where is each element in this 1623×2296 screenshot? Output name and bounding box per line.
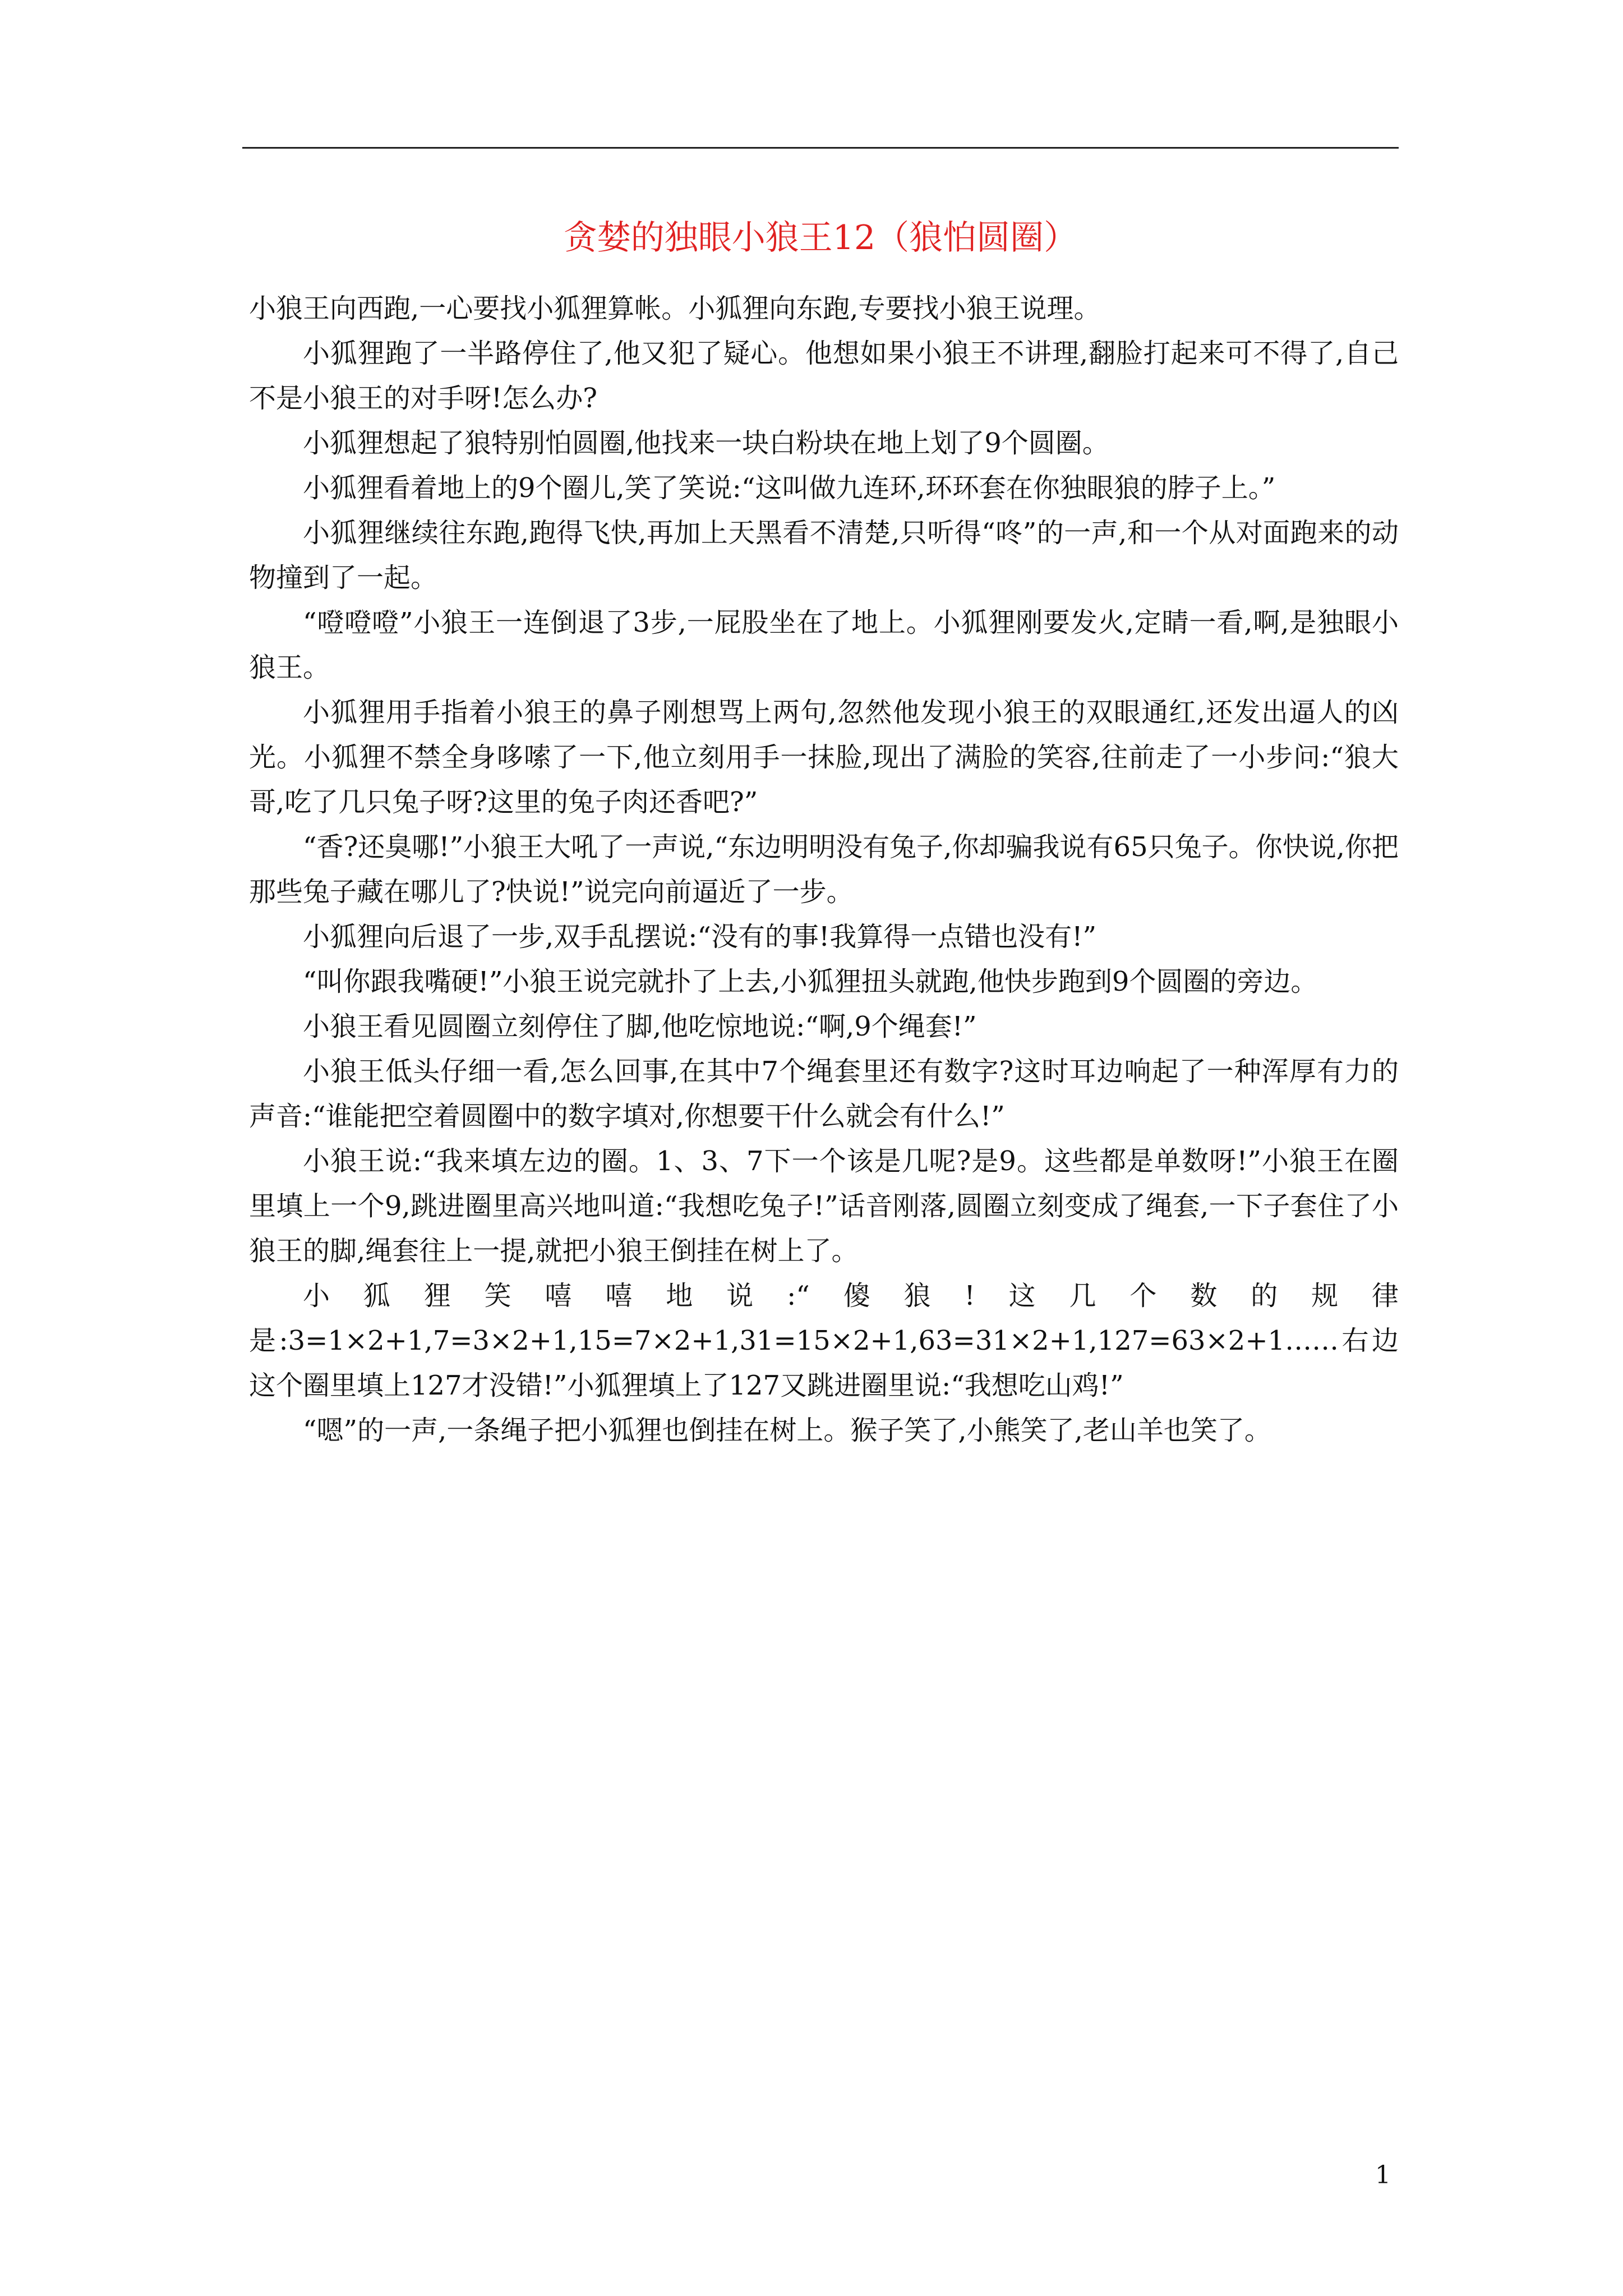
- paragraph-2: 小狐狸跑了一半路停住了,他又犯了疑心。他想如果小狼王不讲理,翻脸打起来可不得了,自己不是小狼王的对手呀!怎么办?: [249, 338, 1399, 414]
- paragraph-3: 小狐狸想起了狼特别怕圆圈,他找来一块白粉块在地上划了9个圆圈。: [303, 427, 1109, 459]
- paragraph-11: 小狼王看见圆圈立刻停住了脚,他吃惊地说:“啊,9个绳套!”: [303, 1011, 977, 1042]
- paragraph-12: 小狼王低头仔细一看,怎么回事,在其中7个绳套里还有数字?这时耳边响起了一种浑厚有力的声音:“谁能把空着圆圈中的数字填对,你想要干什么就会有什么!”: [249, 1056, 1399, 1132]
- paragraph-8: “香?还臭哪!”小狼王大吼了一声说,“东边明明没有兔子,你却骗我说有65只兔子。你快说,你把那些兔子藏在哪儿了?快说!”说完向前逼近了一步。: [249, 831, 1399, 908]
- paragraph-4: 小狐狸看着地上的9个圈儿,笑了笑说:“这叫做九连环,环环套在你独眼狼的脖子上。”: [303, 472, 1276, 504]
- paragraph-1: 小狼王向西跑,一心要找小狐狸算帐。小狐狸向东跑,专要找小狼王说理。: [249, 293, 1101, 324]
- page-number: 1: [1375, 2161, 1391, 2189]
- document-body: [249, 286, 1399, 1453]
- paragraph-6: “噔噔噔”小狼王一连倒退了3步,一屁股坐在了地上。小狐狸刚要发火,定睛一看,啊,是独眼小狼王。: [249, 607, 1399, 683]
- paragraph-9: 小狐狸向后退了一步,双手乱摆说:“没有的事!我算得一点错也没有!”: [303, 921, 1097, 953]
- paragraph-14: 小狐狸笑嘻嘻地说:“傻狼!这几个数的规律是:3=1×2+1,7=3×2+1,15=7×2+1,31=15×2+1,63=31×2+1,127=63×2+1……右边这个圈里填上127才没错!”小狐狸填上了127又跳进圈里说:“我想吃山鸡!”: [249, 1280, 1399, 1401]
- paragraph-13: 小狼王说:“我来填左边的圈。1、3、7下一个该是几呢?是9。这些都是单数呀!”小狼王在圈里填上一个9,跳进圈里高兴地叫道:“我想吃兔子!”话音刚落,圆圈立刻变成了绳套,一下子套住了小狼王的脚,绳套往上一提,就把小狼王倒挂在树上了。: [249, 1145, 1399, 1267]
- paragraph-15: “嗯”的一声,一条绳子把小狐狸也倒挂在树上。猴子笑了,小熊笑了,老山羊也笑了。: [303, 1415, 1271, 1446]
- document-title: 贪婪的独眼小狼王12（狼怕圆圈）: [563, 218, 1078, 257]
- header-rule: [242, 147, 1399, 149]
- paragraph-5: 小狐狸继续往东跑,跑得飞快,再加上天黑看不清楚,只听得“咚”的一声,和一个从对面跑来的动物撞到了一起。: [249, 517, 1399, 593]
- paragraph-10: “叫你跟我嘴硬!”小狼王说完就扑了上去,小狐狸扭头就跑,他快步跑到9个圆圈的旁边。: [303, 966, 1318, 997]
- paragraph-7: 小狐狸用手指着小狼王的鼻子刚想骂上两句,忽然他发现小狼王的双眼通红,还发出逼人的凶光。小狐狸不禁全身哆嗦了一下,他立刻用手一抹脸,现出了满脸的笑容,往前走了一小步问:“狼大哥,吃了几只兔子呀?这里的兔子肉还香吧?”: [249, 697, 1399, 818]
